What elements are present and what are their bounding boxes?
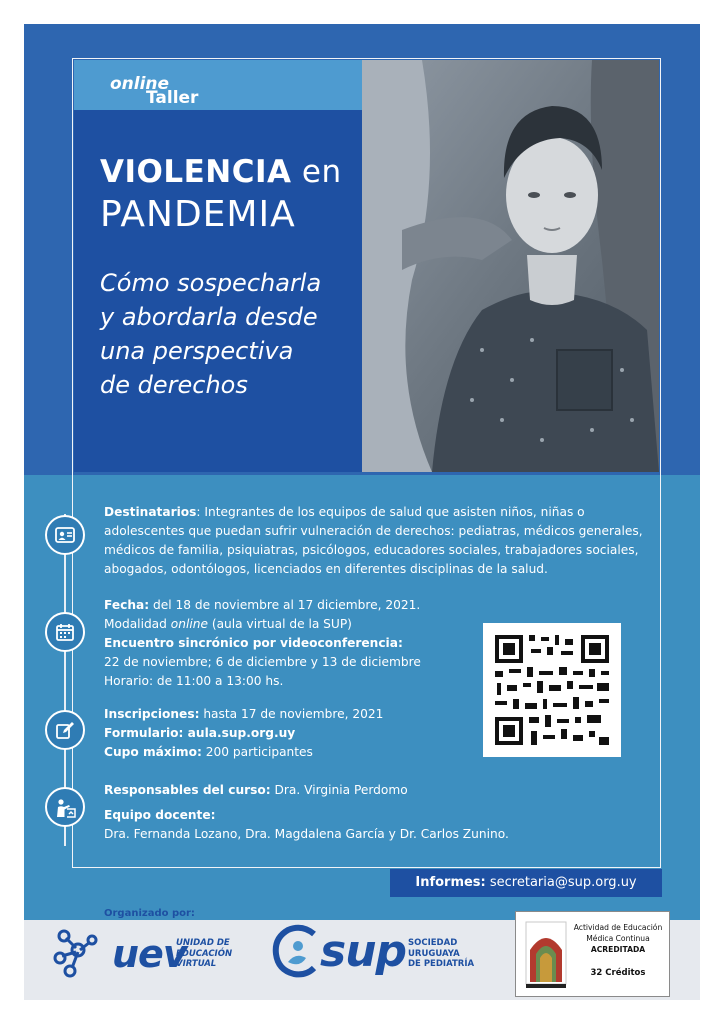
qr-code-icon[interactable] [483, 623, 621, 757]
uev-subtitle [176, 938, 232, 970]
acc-line-2: Médica Continua [586, 934, 650, 943]
uev-sub-2: EDUCACIÓN [176, 948, 233, 959]
cupo-value: 200 participantes [201, 745, 313, 759]
equipo-label: Equipo docente: [104, 808, 216, 822]
destinatarios-line-3: médicos de familia, psiquiatras, psicólogos, educadores sociales, trabajadores sociales, [104, 543, 639, 557]
responsables-label: Responsables del curso: [104, 783, 271, 797]
inscripciones-section [104, 705, 383, 762]
subtitle-line-1: Cómo sospecharla [100, 269, 322, 297]
modalidad-prefix: Modalidad [104, 617, 171, 631]
formulario-label: Formulario: [104, 726, 184, 740]
modalidad-italic: online [170, 617, 208, 631]
subtitle-line-3: una perspectiva [100, 337, 294, 365]
subtitle-line-2: y abordarla desde [100, 303, 318, 331]
destinatarios-section [104, 503, 643, 579]
sup-wordmark: sup [320, 926, 407, 977]
fecha-label: Fecha: [104, 598, 150, 612]
accreditation-seal-icon [524, 920, 568, 990]
sup-sub-3: DE PEDIATRÍA [408, 959, 475, 969]
informes-label: Informes: [415, 875, 486, 890]
destinatarios-label: Destinatarios [104, 505, 197, 519]
uev-sub-1: UNIDAD DE [176, 938, 230, 948]
fecha-value: del 18 de noviembre al 17 diciembre, 2021. [149, 598, 421, 612]
horario: Horario: de 11:00 a 13:00 hs. [104, 674, 284, 688]
cupo-label: Cupo máximo: [104, 745, 202, 759]
acc-line-1: Actividad de Educación [573, 923, 663, 932]
teacher-icon [45, 787, 85, 827]
title-line-1 [100, 154, 342, 190]
informes-bar [390, 869, 662, 897]
sup-sub-2: URUGUAYA [408, 948, 460, 959]
inscripciones-label: Inscripciones: [104, 707, 200, 721]
destinatarios-line-1: Integrantes de los equipos de salud que asisten niños, niñas o [204, 505, 585, 519]
encuentro-label: Encuentro sincrónico por videoconferencia: [104, 636, 403, 650]
modalidad-suffix: (aula virtual de la SUP) [207, 617, 352, 631]
workshop-tag [74, 60, 362, 110]
formulario-value[interactable]: aula.sup.org.uy [183, 726, 296, 740]
sup-logo-icon [272, 924, 322, 984]
accreditation-box [515, 911, 670, 997]
title-box [74, 110, 362, 472]
id-card-icon [45, 515, 85, 555]
destinatarios-line-2: adolescentes que puedan sufrir vulneración de derechos: pediatras, médicos generales, [104, 524, 643, 538]
tag-italic: online [110, 74, 170, 94]
title-bold: VIOLENCIA [100, 154, 292, 190]
boy-photo [362, 60, 659, 472]
subtitle-line-4: de derechos [100, 371, 248, 399]
title-light: en [291, 154, 342, 190]
formulario-link[interactable] [104, 724, 383, 743]
title-line-2: PANDEMIA [100, 194, 296, 235]
poster [24, 24, 700, 1000]
calendar-icon [45, 612, 85, 652]
destinatarios-line-4: abogados, odontólogos, licenciados en diferentes disciplinas de la salud. [104, 562, 548, 576]
uev-logo-icon [52, 926, 112, 982]
acc-line-3: ACREDITADA [590, 945, 646, 954]
responsables-value: Dra. Virginia Perdomo [270, 783, 408, 797]
tag-prefix: Taller [146, 88, 199, 108]
uev-wordmark: uev [112, 932, 187, 976]
subtitle [100, 266, 362, 402]
inscripciones-value: hasta 17 de noviembre, 2021 [199, 707, 384, 721]
sup-sub-1: SOCIEDAD [408, 938, 458, 948]
sup-subtitle [408, 938, 474, 970]
edit-icon [45, 710, 85, 750]
informes-email[interactable]: secretaria@sup.org.uy [485, 875, 637, 890]
destinatarios-sep: : [196, 505, 205, 519]
organizado-label: Organizado por: [104, 908, 195, 919]
responsables-section [104, 781, 509, 844]
acc-creditos: 32 Créditos [590, 968, 646, 978]
encuentro-dates: 22 de noviembre; 6 de diciembre y 13 de diciembre [104, 655, 421, 669]
uev-sub-3: VIRTUAL [176, 959, 217, 969]
fecha-section [104, 596, 421, 691]
equipo-value: Dra. Fernanda Lozano, Dra. Magdalena García y Dr. Carlos Zunino. [104, 827, 509, 841]
accreditation-text [568, 922, 668, 955]
